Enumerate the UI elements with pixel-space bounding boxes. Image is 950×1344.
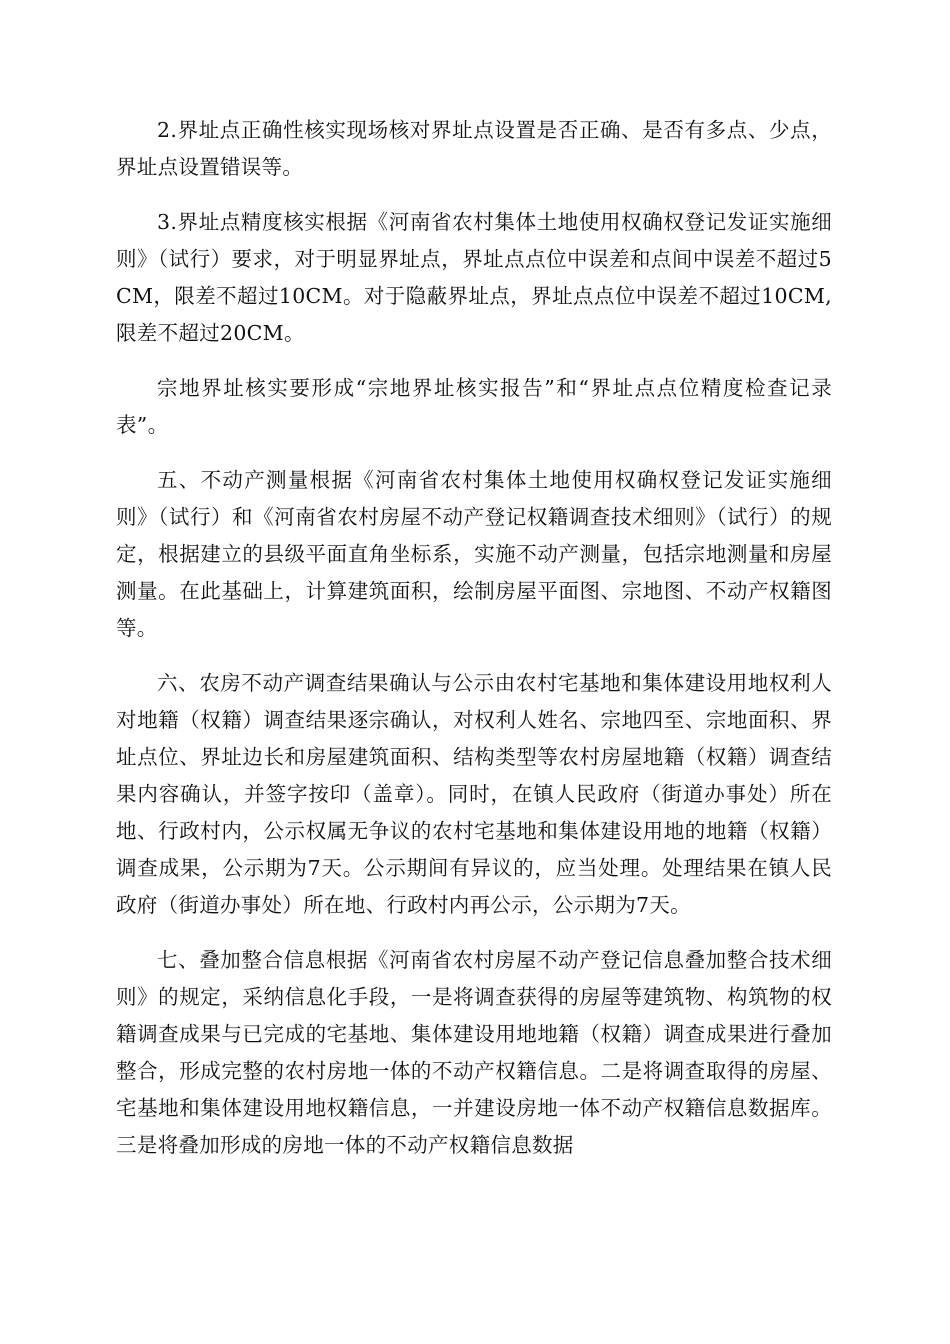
paragraph-boundary-point-correctness: 2.界址点正确性核实现场核对界址点设置是否正确、是否有多点、少点，界址点设置错误等。 [116, 118, 832, 179]
paragraph-real-estate-survey: 五、不动产测量根据《河南省农村集体土地使用权确权登记发证实施细则》（试行）和《河南省农村房屋不动产登记权籍调查技术细则》（试行）的规定，根据建立的县级平面直角坐标系，实施不动产测量，包括宗地测量和房屋测量。在此基础上，计算建筑面积，绘制房屋平面图、宗地图、不动产权籍图等。 [116, 468, 832, 640]
document-body [116, 112, 832, 1182]
paragraph-information-integration: 七、叠加整合信息根据《河南省农村房屋不动产登记信息叠加整合技术细则》的规定，采纳信息化手段，一是将调查获得的房屋等建筑物、构筑物的权籍调查成果与已完成的宅基地、集体建设用地地籍（权籍）调查成果进行叠加整合，形成完整的农村房地一体的不动产权籍信息。二是将调查取得的房屋、宅基地和集体建设用地权籍信息，一并建设房地一体不动产权籍信息数据库。三是将叠加形成的房地一体的不动产权籍信息数据 [116, 948, 832, 1157]
paragraph-boundary-point-precision: 3.界址点精度核实根据《河南省农村集体土地使用权确权登记发证实施细则》（试行）要求，对于明显界址点，界址点点位中误差和点间中误差不超过5CM，限差不超过10CM。对于隐蔽界址点，界址点点位中误差不超过10CM,限差不超过20CM。 [116, 210, 832, 345]
paragraph-survey-confirmation-publicity: 六、农房不动产调查结果确认与公示由农村宅基地和集体建设用地权利人对地籍（权籍）调查结果逐宗确认，对权利人姓名、宗地四至、宗地面积、界址点位、界址边长和房屋建筑面积、结构类型等农村房屋地籍（权籍）调查结果内容确认，并签字按印（盖章）。同时，在镇人民政府（街道办事处）所在地、行政村内，公示权属无争议的农村宅基地和集体建设用地的地籍（权籍）调查成果，公示期为7天。公示期间有异议的，应当处理。处理结果在镇人民政府（街道办事处）所在地、行政村内再公示，公示期为7天。 [116, 671, 832, 917]
paragraph-parcel-verification-report: 宗地界址核实要形成“宗地界址核实报告”和“界址点点位精度检查记录表”。 [116, 376, 832, 437]
